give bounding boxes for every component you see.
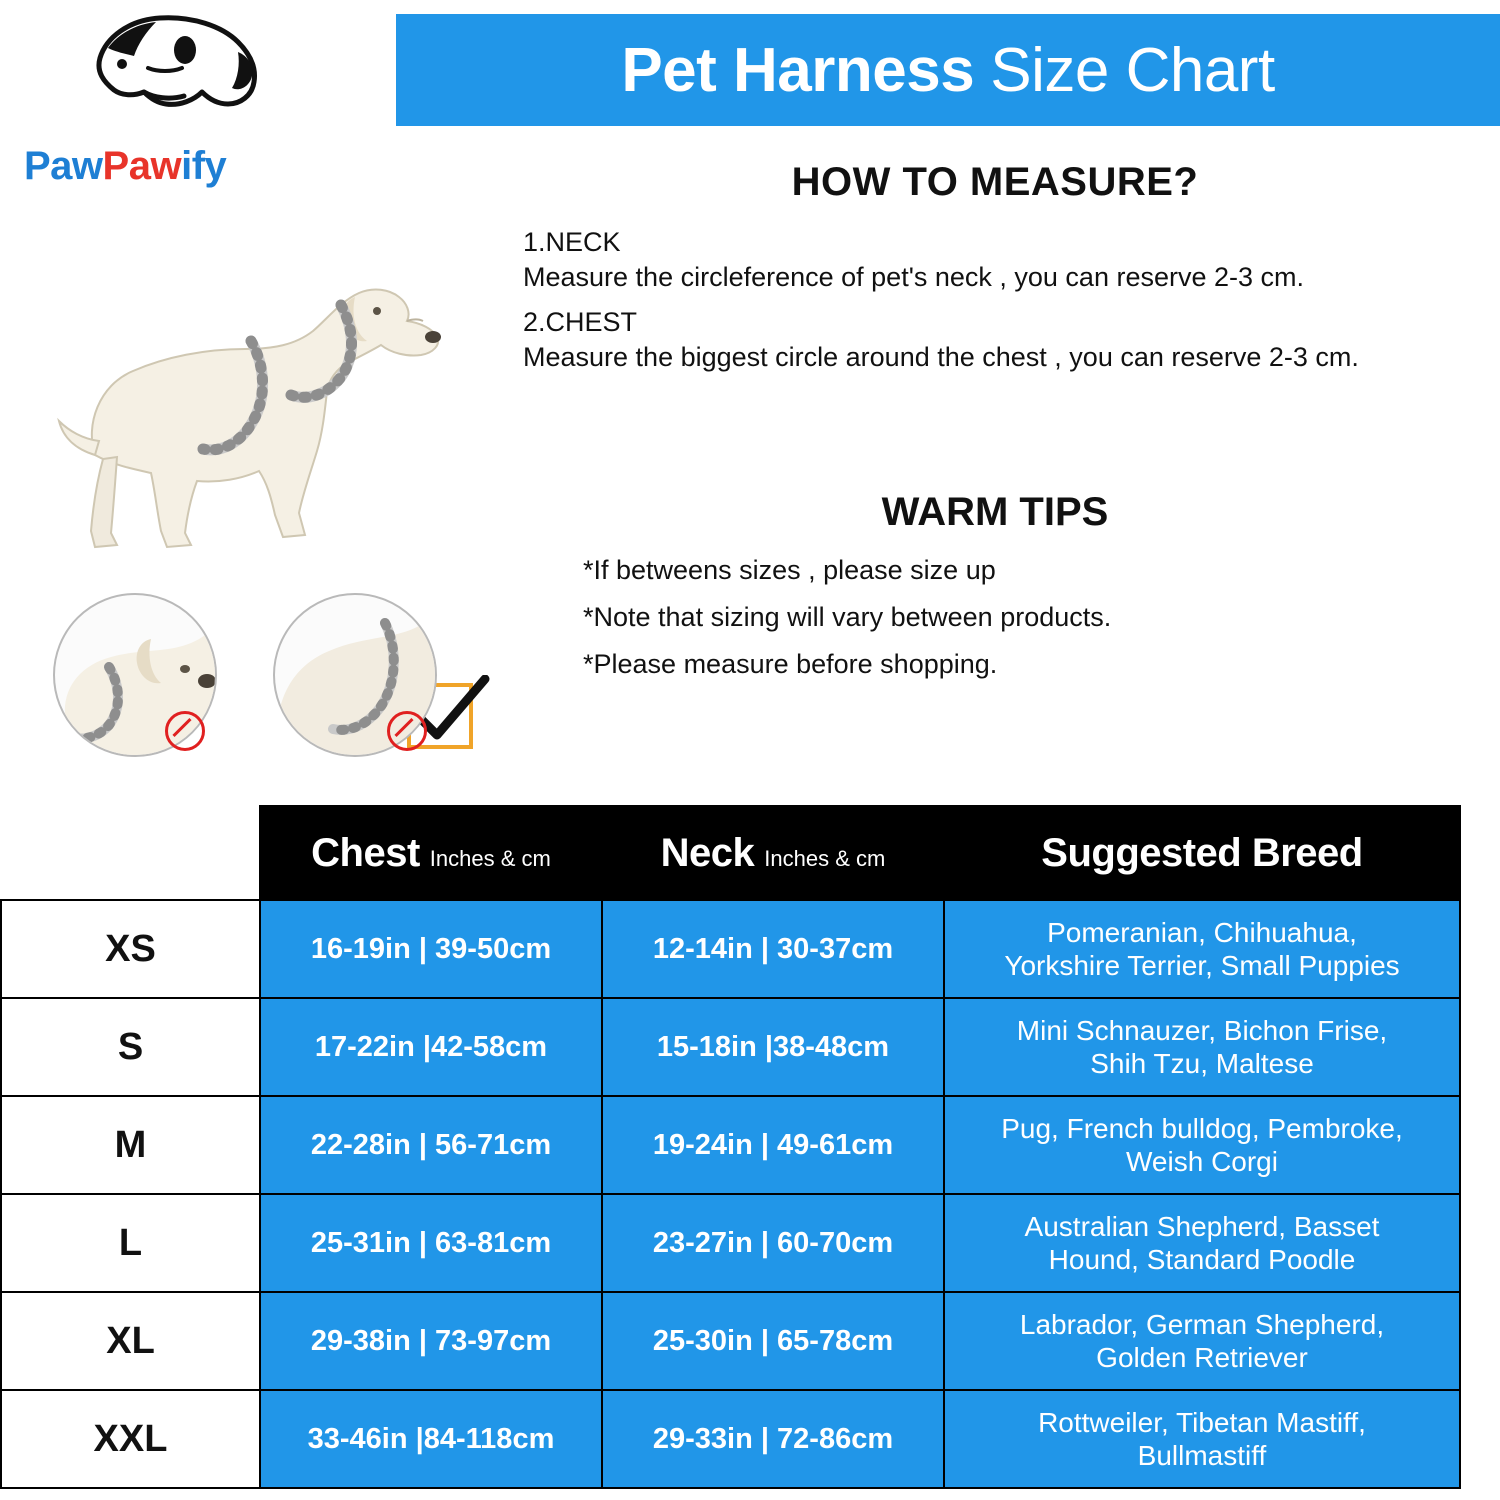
row-breed-xxl	[944, 1390, 1460, 1488]
row-breed-xl-line1: Labrador, German Shepherd,	[1019, 1308, 1385, 1340]
row-neck-xl: 25-30in | 65-78cm	[602, 1292, 944, 1390]
table-header-neck-unit: Inches & cm	[764, 845, 886, 871]
measure-item-label-neck: 1.NECK	[523, 227, 621, 257]
row-chest-l: 25-31in | 63-81cm	[260, 1194, 602, 1292]
row-neck-m: 19-24in | 49-61cm	[602, 1096, 944, 1194]
table-row	[1, 1292, 1460, 1390]
page-title	[396, 14, 1500, 126]
size-chart-table	[0, 805, 1461, 1489]
dog-head-icon	[88, 12, 278, 132]
row-breed-xxl-line1: Rottweiler, Tibetan Mastiff,	[1038, 1406, 1366, 1438]
brand-name-part3: ify	[181, 144, 227, 188]
row-size-xxl: XXL	[1, 1390, 260, 1488]
row-breed-l-line2: Hound, Standard Poodle	[1048, 1244, 1356, 1275]
table-header-chest-unit: Inches & cm	[429, 845, 551, 871]
row-breed-s	[944, 998, 1460, 1096]
tip-line-1: *If betweens sizes , please size up	[583, 555, 996, 585]
measure-item-text-chest: Measure the biggest circle around the chest , you can reserve 2-3 cm.	[523, 342, 1359, 372]
row-breed-m-line1: Pug, French bulldog, Pembroke,	[1001, 1112, 1403, 1144]
warm-tips-section	[505, 490, 1485, 696]
table-row	[1, 998, 1460, 1096]
row-neck-l: 23-27in | 60-70cm	[602, 1194, 944, 1292]
row-chest-s: 17-22in |42-58cm	[260, 998, 602, 1096]
tip-line-3: *Please measure before shopping.	[583, 649, 998, 679]
no-sign-icon-1	[165, 711, 205, 751]
how-to-measure-heading: HOW TO MEASURE?	[791, 160, 1199, 204]
row-breed-s-line1: Mini Schnauzer, Bichon Frise,	[1016, 1014, 1388, 1046]
row-size-xs: XS	[1, 900, 260, 998]
table-header-breed	[944, 806, 1460, 900]
row-neck-xs: 12-14in | 30-37cm	[602, 900, 944, 998]
row-breed-m-line2: Weish Corgi	[1126, 1146, 1278, 1177]
row-neck-xxl: 29-33in | 72-86cm	[602, 1390, 944, 1488]
brand-name	[24, 144, 226, 189]
measure-item-label-chest: 2.CHEST	[523, 307, 638, 337]
table-header-chest	[260, 806, 602, 900]
table-header-row	[1, 806, 1460, 900]
row-breed-m	[944, 1096, 1460, 1194]
table-header-neck-label: Neck	[660, 830, 755, 875]
row-breed-l-line1: Australian Shepherd, Basset	[1024, 1210, 1380, 1242]
row-neck-s: 15-18in |38-48cm	[602, 998, 944, 1096]
row-breed-xl	[944, 1292, 1460, 1390]
row-size-l: L	[1, 1194, 260, 1292]
table-row	[1, 1096, 1460, 1194]
row-size-m: M	[1, 1096, 260, 1194]
table-row	[1, 900, 1460, 998]
brand-logo	[10, 8, 390, 218]
warm-tips-heading: WARM TIPS	[881, 490, 1109, 534]
row-chest-m: 22-28in | 56-71cm	[260, 1096, 602, 1194]
row-breed-xs-line2: Yorkshire Terrier, Small Puppies	[1004, 950, 1400, 981]
row-breed-l	[944, 1194, 1460, 1292]
measure-illustration	[25, 235, 495, 775]
row-breed-xs	[944, 900, 1460, 998]
page-title-bold: Pet Harness	[621, 35, 975, 105]
brand-name-part1: Paw	[24, 144, 103, 188]
table-header-chest-label: Chest	[311, 830, 420, 875]
row-chest-xs: 16-19in | 39-50cm	[260, 900, 602, 998]
row-chest-xxl: 33-46in |84-118cm	[260, 1390, 602, 1488]
table-header-blank	[1, 806, 260, 900]
tip-line-2: *Note that sizing will vary between products.	[583, 602, 1112, 632]
row-breed-xxl-line2: Bullmastiff	[1137, 1440, 1267, 1471]
row-breed-xl-line2: Golden Retriever	[1096, 1342, 1308, 1373]
how-to-measure-section	[505, 160, 1485, 387]
brand-name-part2: Paw	[102, 144, 182, 188]
table-row	[1, 1194, 1460, 1292]
row-breed-xs-line1: Pomeranian, Chihuahua,	[1047, 916, 1357, 948]
no-sign-icon-2	[387, 711, 427, 751]
row-size-s: S	[1, 998, 260, 1096]
row-breed-s-line2: Shih Tzu, Maltese	[1090, 1048, 1314, 1079]
row-size-xl: XL	[1, 1292, 260, 1390]
dog-side-view-illustration	[55, 245, 475, 585]
page-title-light: Size Chart	[990, 35, 1275, 105]
table-header-breed-label: Suggested Breed	[1041, 830, 1363, 875]
table-row	[1, 1390, 1460, 1488]
table-header-neck	[602, 806, 944, 900]
row-chest-xl: 29-38in | 73-97cm	[260, 1292, 602, 1390]
measure-item-text-neck: Measure the circleference of pet's neck , you can reserve 2-3 cm.	[523, 262, 1305, 292]
